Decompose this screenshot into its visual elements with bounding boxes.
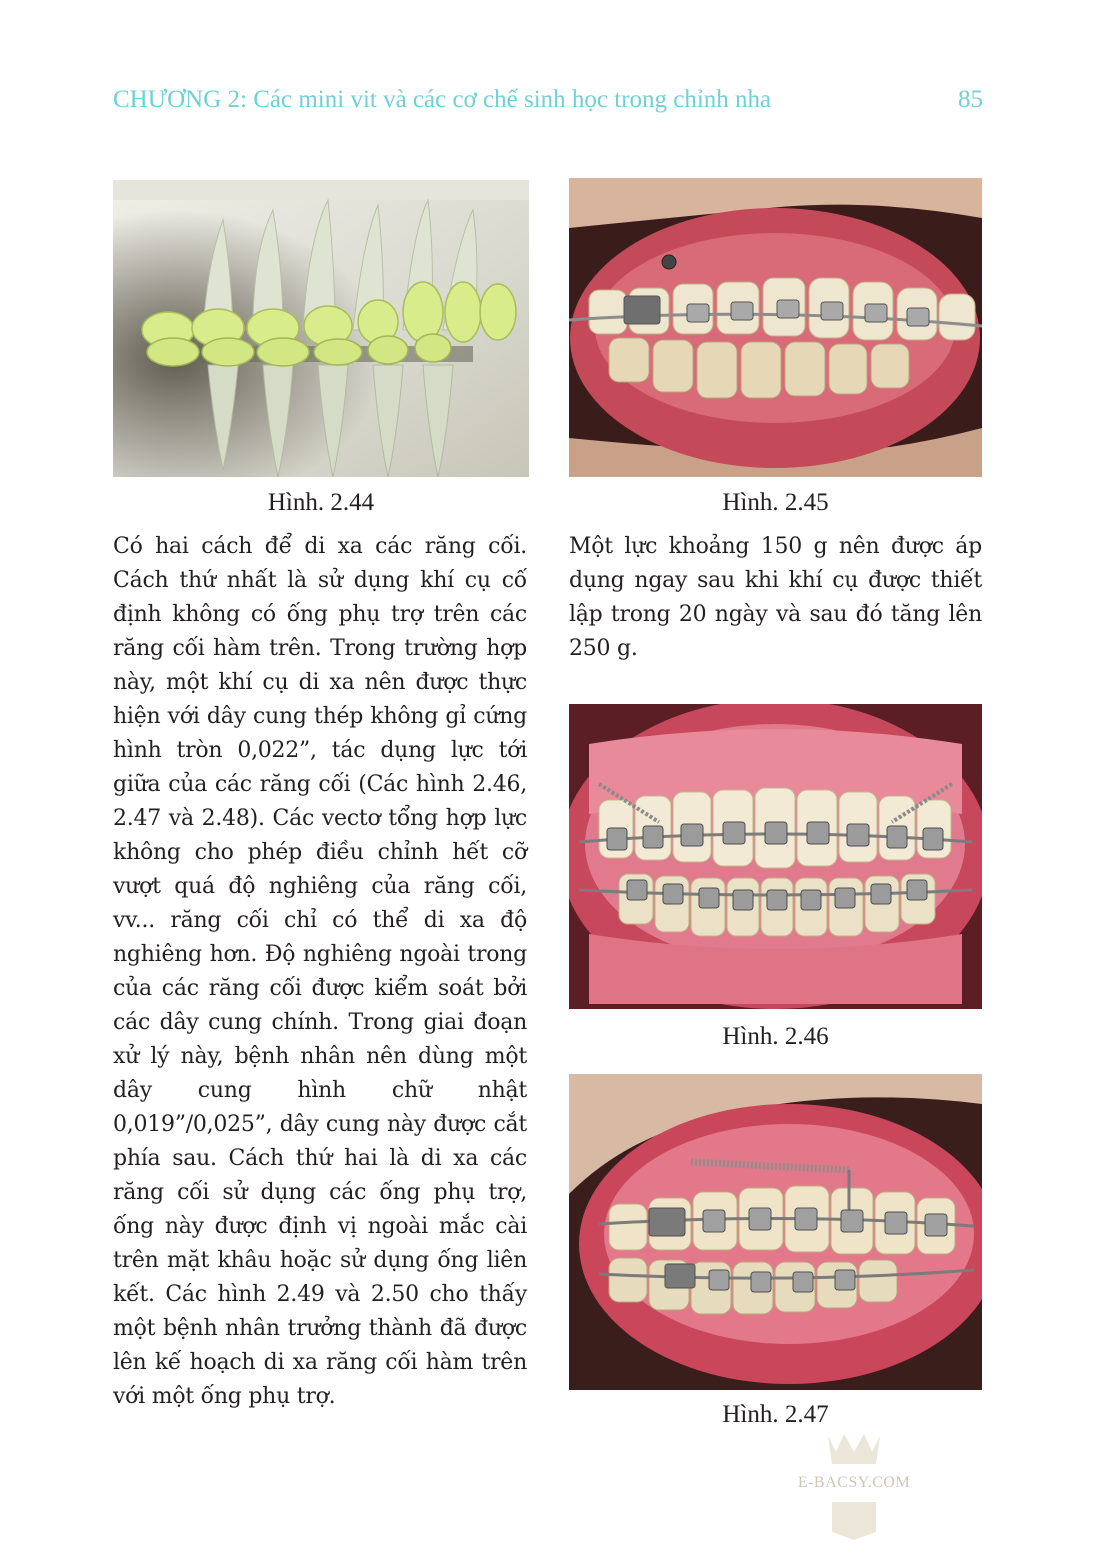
- right-column-paragraph: Một lực khoảng 150 g nên được áp dụng ngay sau khi khí cụ được thiết lập trong 20 ngày và sau đó tăng lên 250 g.: [569, 534, 982, 661]
- figure-2-44-image: [113, 180, 529, 477]
- figure-2-47-image: [569, 1074, 982, 1390]
- figure-2-46-caption: Hình. 2.46: [722, 1023, 829, 1050]
- page-number: 85: [958, 86, 983, 113]
- figure-2-46-image: [569, 704, 982, 1009]
- left-column-paragraph: Có hai cách để di xa các răng cối. Cách thứ nhất là sử dụng khí cụ cố định không có ống phụ trợ trên các răng cối hàm trên. Trong trường hợp này, một khí cụ di xa nên được thực hiện với dây cung thép không gỉ cứng hình tròn 0,022”, tác dụng lực tới giữa của các răng cối (Các hình 2.46, 2.47 và 2.48). Các vectơ tổng hợp lực không cho phép điều chỉnh hết cỡ vượt quá độ nghiêng của răng cối, vv... răng cối chỉ có thể di xa độ nghiêng hơn. Độ nghiêng ngoài trong của các răng cối được kiểm soát bởi các dây cung chính. Trong giai đoạn xử lý này, bệnh nhân nên dùng một dây cung hình chữ nhật 0,019”/0,025”, dây cung này được cắt phía sau. Cách thứ hai là di xa các răng cối sử dụng các ống phụ trợ, ống này được định vị ngoài mắc cài trên mặt khâu hoặc sử dụng ống liên kết. Các hình 2.49 và 2.50 cho thấy một bệnh nhân trưởng thành đã được lên kế hoạch di xa răng cối hàm trên với một ống phụ trợ.: [113, 534, 527, 1409]
- watermark-logo: [784, 1432, 924, 1542]
- figure-2-44-caption: Hình. 2.44: [267, 489, 375, 516]
- running-header: [113, 86, 983, 120]
- figure-2-45-caption: Hình. 2.45: [722, 489, 829, 516]
- chapter-title: CHƯƠNG 2: Các mini vit và các cơ chế sinh học trong chỉnh nha: [113, 86, 772, 113]
- figure-2-45-image: [569, 178, 982, 477]
- watermark-text: E-BACSY.COM: [797, 1474, 911, 1491]
- figure-2-47-caption: Hình. 2.47: [722, 1401, 829, 1428]
